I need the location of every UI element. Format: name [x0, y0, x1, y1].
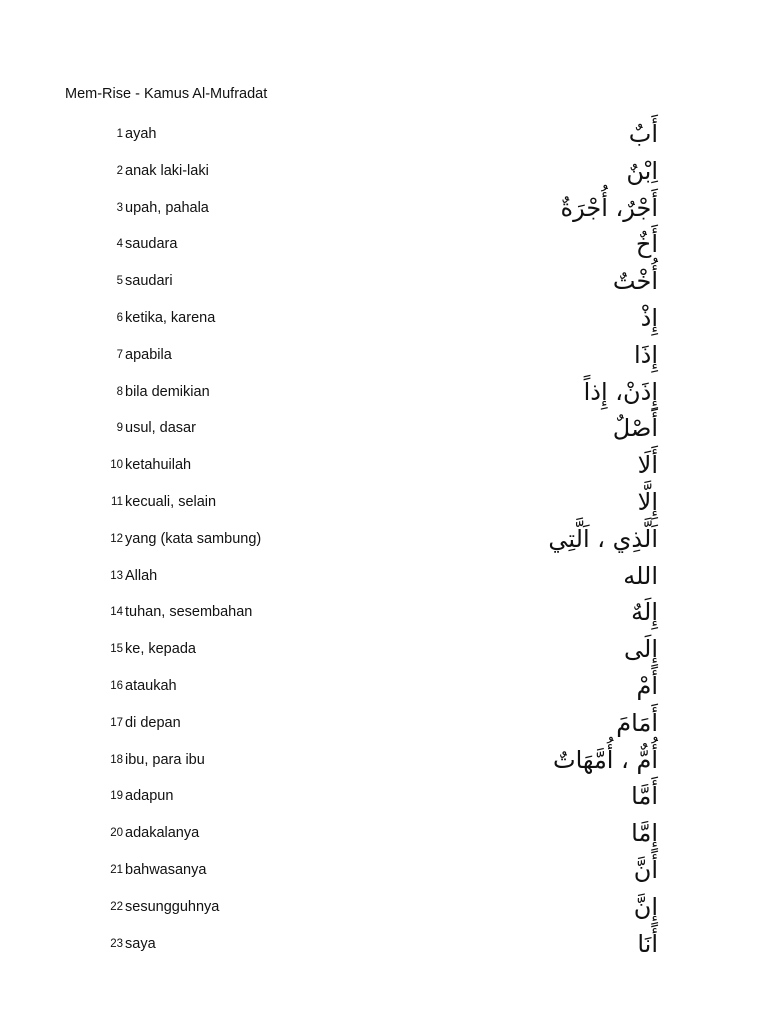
row-arabic-word: أَخٌ — [635, 230, 658, 258]
vocab-row — [0, 374, 768, 404]
row-arabic-word: إِذَا — [633, 341, 658, 369]
row-arabic-word: أَبٌ — [628, 120, 658, 148]
row-number: 3 — [116, 201, 123, 214]
row-arabic-word: الله — [623, 562, 658, 590]
vocab-row — [0, 263, 768, 293]
row-meaning: saudara — [125, 235, 178, 252]
vocab-row — [0, 153, 768, 183]
page-title: Mem-Rise - Kamus Al-Mufradat — [65, 86, 268, 102]
row-meaning: ketika, karena — [125, 309, 216, 326]
row-number: 23 — [110, 937, 123, 950]
vocab-row — [0, 705, 768, 735]
vocab-row — [0, 594, 768, 624]
row-arabic-word: إِذْ — [640, 304, 658, 332]
row-meaning: saya — [125, 935, 156, 952]
row-arabic-word: إِمَّا — [631, 819, 658, 847]
row-arabic-word: أَجْرٌ، أُجْرَةٌ — [560, 194, 658, 222]
row-meaning: apabila — [125, 346, 172, 363]
row-arabic-word: اَلَّذِي ، اَلَّتِي — [548, 525, 658, 553]
vocab-row — [0, 742, 768, 772]
vocab-row — [0, 558, 768, 588]
row-number: 13 — [110, 569, 123, 582]
row-number: 15 — [110, 642, 123, 655]
row-meaning: ketahuilah — [125, 456, 192, 473]
vocab-row — [0, 226, 768, 256]
row-arabic-word: أَنَا — [637, 930, 658, 958]
row-arabic-word: أَصْلٌ — [612, 414, 658, 442]
vocab-row — [0, 410, 768, 440]
row-meaning: kecuali, selain — [125, 493, 217, 510]
row-meaning: ataukah — [125, 677, 177, 694]
vocab-row — [0, 815, 768, 845]
vocab-row — [0, 778, 768, 808]
row-number: 14 — [110, 605, 123, 618]
vocab-row — [0, 889, 768, 919]
row-number: 22 — [110, 900, 123, 913]
row-meaning: usul, dasar — [125, 419, 196, 436]
row-arabic-word: إِلَهٌ — [631, 598, 658, 626]
row-arabic-word: أَمْ — [636, 672, 658, 700]
row-arabic-word: إِذَنْ، إِذاً — [583, 378, 658, 406]
row-meaning: adakalanya — [125, 824, 200, 841]
vocab-row — [0, 852, 768, 882]
row-arabic-word: أُخْتٌ — [612, 267, 658, 295]
row-meaning: ibu, para ibu — [125, 751, 205, 768]
row-meaning: tuhan, sesembahan — [125, 603, 253, 620]
row-number: 19 — [110, 789, 123, 802]
row-arabic-word: إِلَى — [624, 635, 658, 663]
row-arabic-word: أَمَّا — [631, 782, 658, 810]
row-meaning: ke, kepada — [125, 640, 196, 657]
row-number: 8 — [116, 385, 123, 398]
row-meaning: ayah — [125, 125, 157, 142]
vocab-row — [0, 116, 768, 146]
row-meaning: Allah — [125, 567, 158, 584]
row-meaning: bahwasanya — [125, 861, 207, 878]
vocab-row — [0, 926, 768, 956]
row-arabic-word: أَنَّ — [633, 856, 658, 884]
vocab-row — [0, 300, 768, 330]
vocab-row — [0, 337, 768, 367]
row-number: 20 — [110, 826, 123, 839]
row-number: 17 — [110, 716, 123, 729]
row-number: 5 — [116, 274, 123, 287]
row-number: 4 — [116, 237, 123, 250]
row-number: 9 — [116, 421, 123, 434]
vocab-row — [0, 447, 768, 477]
row-number: 21 — [110, 863, 123, 876]
row-meaning: saudari — [125, 272, 173, 289]
vocab-row — [0, 668, 768, 698]
row-number: 12 — [110, 532, 123, 545]
row-arabic-word: اِبْنٌ — [626, 157, 658, 185]
row-number: 16 — [110, 679, 123, 692]
row-meaning: yang (kata sambung) — [125, 530, 262, 547]
row-meaning: sesungguhnya — [125, 898, 220, 915]
row-number: 6 — [116, 311, 123, 324]
row-arabic-word: أَلَا — [637, 451, 658, 479]
row-meaning: upah, pahala — [125, 199, 209, 216]
row-arabic-word: أُمٌّ ، أُمَّهَاتٌ — [552, 746, 658, 774]
row-meaning: anak laki-laki — [125, 162, 209, 179]
row-number: 18 — [110, 753, 123, 766]
vocab-row — [0, 631, 768, 661]
row-arabic-word: إِلَّا — [637, 488, 658, 516]
vocab-row — [0, 190, 768, 220]
vocab-row — [0, 521, 768, 551]
row-number: 1 — [116, 127, 123, 140]
row-meaning: di depan — [125, 714, 181, 731]
row-meaning: adapun — [125, 787, 174, 804]
row-number: 7 — [116, 348, 123, 361]
row-number: 2 — [116, 164, 123, 177]
row-arabic-word: إِنَّ — [633, 893, 658, 921]
row-arabic-word: أَمَامَ — [616, 709, 658, 737]
vocab-row — [0, 484, 768, 514]
row-meaning: bila demikian — [125, 383, 210, 400]
row-number: 10 — [110, 458, 123, 471]
row-number: 11 — [111, 495, 123, 508]
